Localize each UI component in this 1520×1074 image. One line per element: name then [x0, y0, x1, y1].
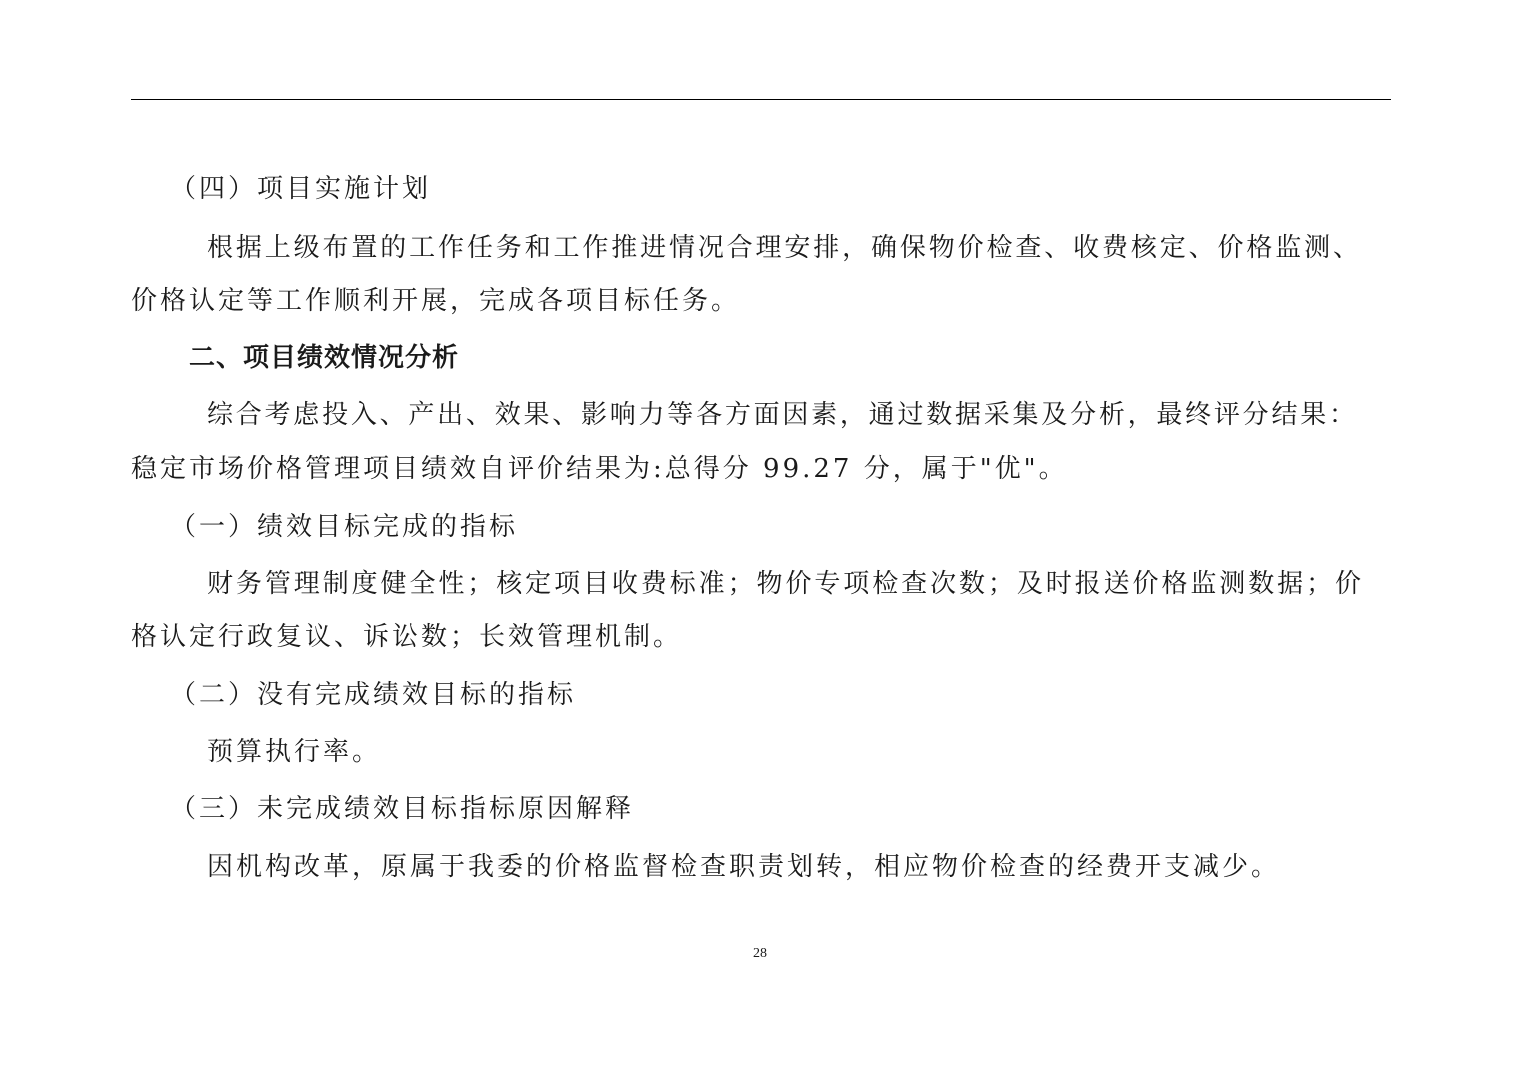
section-heading-performance-analysis: 二、项目绩效情况分析 [189, 343, 460, 373]
paragraph-plan-line-1: 根据上级布置的工作任务和工作推进情况合理安排，确保物价检查、收费核定、价格监测、 [207, 233, 1359, 263]
header-rule [131, 99, 1391, 100]
subheading-implementation-plan: （四）项目实施计划 [170, 174, 432, 204]
subheading-uncompleted-indicators: （二）没有完成绩效目标的指标 [170, 680, 577, 710]
paragraph-reason: 因机构改革，原属于我委的价格监督检查职责划转，相应物价检查的经费开支减少。 [207, 852, 1281, 882]
paragraph-completed-line-2: 格认定行政复议、诉讼数；长效管理机制。 [131, 622, 683, 652]
paragraph-analysis-line-2: 稳定市场价格管理项目绩效自评价结果为:总得分 99.27 分，属于"优"。 [131, 454, 1068, 484]
subheading-reason-explanation: （三）未完成绩效目标指标原因解释 [170, 794, 635, 824]
paragraph-analysis-line-1: 综合考虑投入、产出、效果、影响力等各方面因素，通过数据采集及分析，最终评分结果： [207, 400, 1355, 430]
subheading-completed-indicators: （一）绩效目标完成的指标 [170, 512, 519, 542]
paragraph-uncompleted: 预算执行率。 [207, 737, 382, 767]
page-number: 28 [753, 946, 767, 961]
paragraph-plan-line-2: 价格认定等工作顺利开展，完成各项目标任务。 [131, 286, 741, 316]
paragraph-completed-line-1: 财务管理制度健全性；核定项目收费标准；物价专项检查次数；及时报送价格监测数据；价 [207, 569, 1361, 599]
